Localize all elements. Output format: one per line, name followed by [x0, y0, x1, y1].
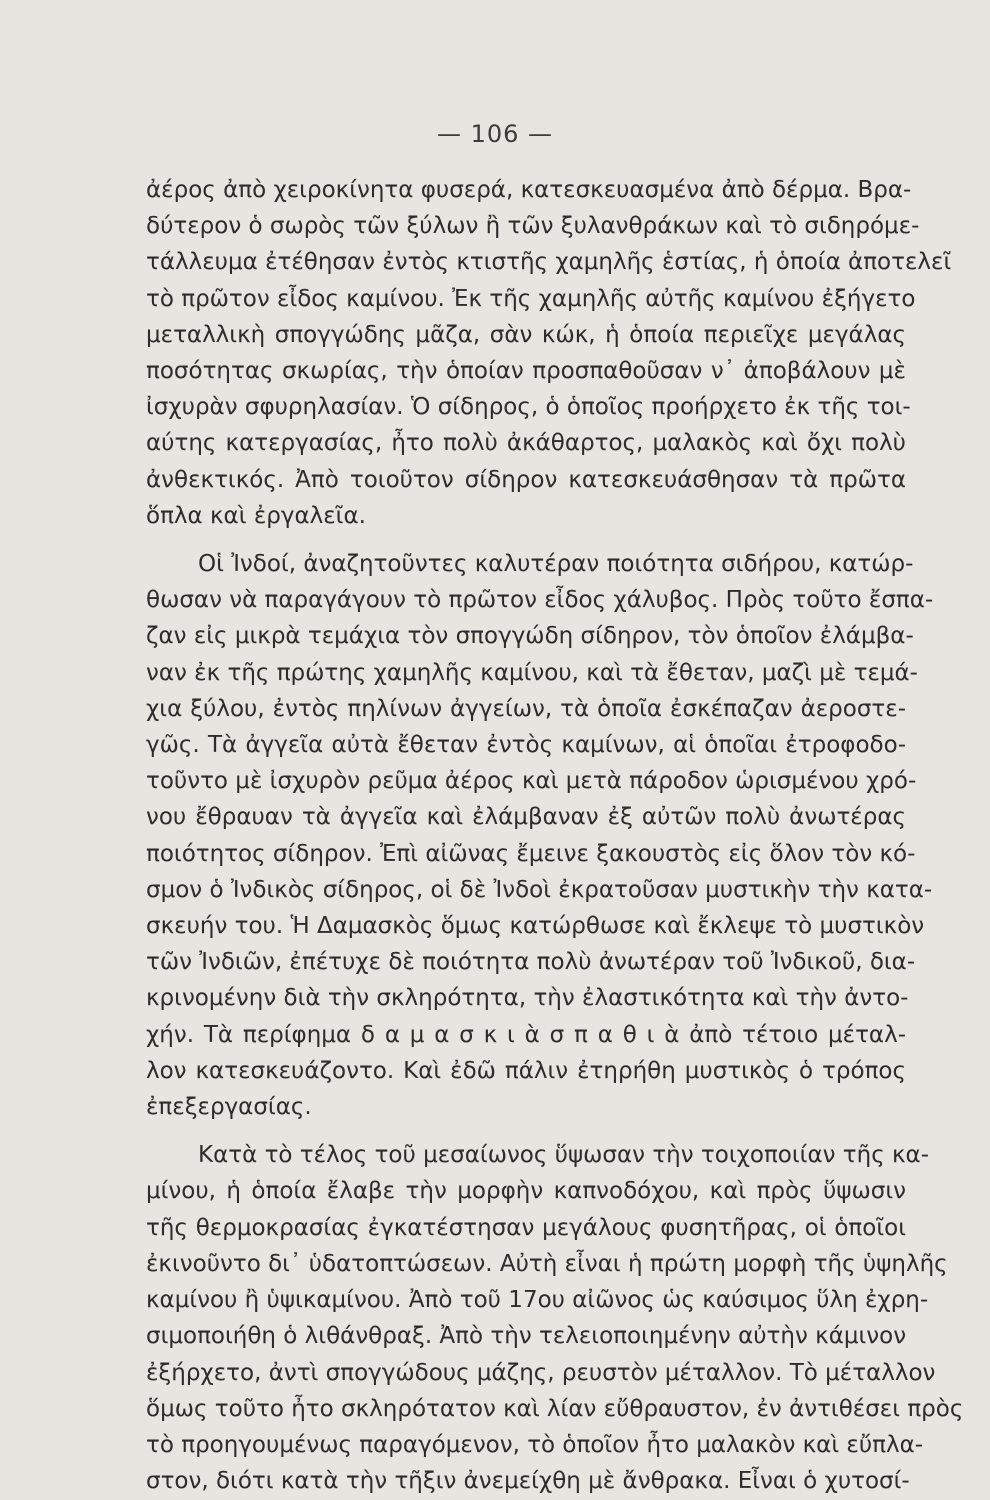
- text-line: γῶς. Τὰ ἀγγεῖα αὐτὰ ἔθεταν ἐντὸς καμίνων, αἱ ὁποῖαι ἐτροφοδο-: [146, 732, 906, 759]
- text-line: σκευήν του. Ἡ Δαμασκὸς ὅμως κατώρθωσε καὶ ἔκλεψε τὸ μυστικὸν: [146, 913, 925, 940]
- text-line: ἀέρος ἀπὸ χειροκίνητα φυσερά, κατεσκευασμένα ἀπὸ δέρμα. Βρα-: [146, 177, 912, 203]
- text-line: ἰσχυρὰν σφυρηλασίαν. Ὁ σίδηρος, ὁ ὁποῖος προήρχετο ἐκ τῆς τοι-: [146, 394, 911, 421]
- text-line: τῆς θερμοκρασίας ἐγκατέστησαν μεγάλους φυσητῆρας, οἱ ὁποῖοι: [146, 1214, 906, 1241]
- page-number: — 106 —: [436, 120, 554, 148]
- text-line: σιμοποιήθη ὁ λιθάνθραξ. Ἀπὸ τὴν τελειοποιημένην αὐτὴν κάμινον: [146, 1323, 907, 1350]
- text-line: τοῦντο μὲ ἰσχυρὸν ρεῦμα ἀέρος καὶ μετὰ πάροδον ὡρισμένου χρό-: [146, 768, 917, 795]
- text-line: Οἱ Ἰνδοί, ἀναζητοῦντες καλυτέραν ποιότητα σιδήρου, κατώρ-: [198, 551, 914, 578]
- text-line: τάλλευμα ἐτέθησαν ἐντὸς κτιστῆς χαμηλῆς ἑστίας, ἡ ὁποία ἀποτελεῖ: [146, 249, 952, 276]
- text-line: χια ξύλου, ἐντὸς πηλίνων ἀγγείων, τὰ ὁποῖα ἐσκέπαζαν ἀεροστε-: [146, 695, 906, 722]
- text-line: ναν ἐκ τῆς πρώτης χαμηλῆς καμίνου, καὶ τὰ ἔθεταν, μαζὶ μὲ τεμά-: [146, 659, 918, 686]
- text-line: κρινομένην διὰ τὴν σκληρότητα, τὴν ἐλαστικότητα καὶ τὴν ἀντο-: [146, 985, 909, 1012]
- text-line: τὸ προηγουμένως παραγόμενον, τὸ ὁποῖον ἦτο μαλακὸν καὶ εὔπλα-: [146, 1431, 924, 1458]
- paragraph-1: [146, 172, 952, 534]
- text-line: ἐκινοῦντο δι᾽ ὑδατοπτώσεων. Αὐτὴ εἶναι ἡ πρώτη μορφὴ τῆς ὑψηλῆς: [146, 1250, 948, 1277]
- text-line: αύτης κατεργασίας, ἦτο πολὺ ἀκάθαρτος, μαλακὸς καὶ ὄχι πολὺ: [146, 430, 906, 457]
- text-line: ζαν εἰς μικρὰ τεμάχια τὸν σπογγώδη σίδηρον, τὸν ὁποῖον ἐλάμβα-: [146, 623, 914, 650]
- text-line: ἀνθεκτικός. Ἀπὸ τοιοῦτον σίδηρον κατεσκευάσθησαν τὰ πρῶτα: [146, 466, 906, 493]
- text-line: μίνου, ἡ ὁποία ἔλαβε τὴν μορφὴν καπνοδόχου, καὶ πρὸς ὕψωσιν: [146, 1178, 906, 1205]
- text-line: ὅμως τοῦτο ἦτο σκληρότατον καὶ λίαν εὔθραυστον, ἐν ἀντιθέσει πρὸς: [146, 1395, 964, 1422]
- text-line: νου ἔθραυαν τὰ ἀγγεῖα καὶ ἐλάμβαναν ἐξ αὐτῶν πολὺ ἀνωτέρας: [146, 804, 906, 831]
- text-line: τὸ πρῶτον εἶδος καμίνου. Ἐκ τῆς χαμηλῆς αὐτῆς καμίνου ἐξήγετο: [146, 285, 916, 312]
- text-line: ὅπλα καὶ ἐργαλεῖα.: [146, 502, 366, 529]
- text-line: ποσότητας σκωρίας, τὴν ὁποίαν προσπαθοῦσαν ν᾽ ἀποβάλουν μὲ: [146, 358, 906, 385]
- text-line: ποιότητος σίδηρον. Ἐπὶ αἰῶνας ἔμεινε ξακουστὸς εἰς ὅλον τὸν κό-: [146, 840, 916, 867]
- text-line: καμίνου ἢ ὑψικαμίνου. Ἀπὸ τοῦ 17ου αἰῶνος ὡς καύσιμος ὕλη ἐχρη-: [146, 1287, 929, 1314]
- text-line: μεταλλικὴ σπογγώδης μᾶζα, σὰν κώκ, ἡ ὁποία περιεῖχε μεγάλας: [146, 321, 906, 348]
- text-line: στον, διότι κατὰ τὴν τῆξιν ἀνεμείχθη μὲ ἄνθρακα. Εἶναι ὁ χυτοσί-: [146, 1468, 910, 1495]
- text-line: θωσαν νὰ παραγάγουν τὸ πρῶτον εἶδος χάλυβος. Πρὸς τοῦτο ἔσπα-: [146, 587, 934, 614]
- text-line: σμον ὁ Ἰνδικὸς σίδηρος, οἱ δὲ Ἰνδοὶ ἐκρατοῦσαν μυστικὴν τὴν κατα-: [146, 876, 933, 903]
- text-line: Κατὰ τὸ τέλος τοῦ μεσαίωνος ὕψωσαν τὴν τοιχοποιίαν τῆς κα-: [198, 1142, 930, 1169]
- body-text: [146, 172, 964, 1499]
- paragraph-3: [146, 1137, 964, 1499]
- text-line: χήν. Τὰ περίφημα δ α μ α σ κ ι ὰ σ π α θ ι ὰ ἀπὸ τέτοιο μέταλ-: [146, 1021, 906, 1048]
- text-line: δύτερον ὁ σωρὸς τῶν ξύλων ἢ τῶν ξυλανθράκων καὶ τὸ σιδηρόμε-: [146, 213, 920, 240]
- text-line: ἐπεξεργασίας.: [146, 1094, 312, 1121]
- text-line: λον κατεσκευάζοντο. Καὶ ἐδῶ πάλιν ἐτηρήθη μυστικὸς ὁ τρόπος: [146, 1057, 906, 1084]
- text-line: τῶν Ἰνδιῶν, ἐπέτυχε δὲ ποιότητα πολὺ ἀνωτέραν τοῦ Ἰνδικοῦ, δια-: [146, 949, 916, 976]
- text-line: ἐξήρχετο, ἀντὶ σπογγώδους μάζης, ρευστὸν μέταλλον. Τὸ μέταλλον: [146, 1359, 936, 1386]
- paragraph-2: [146, 546, 934, 1125]
